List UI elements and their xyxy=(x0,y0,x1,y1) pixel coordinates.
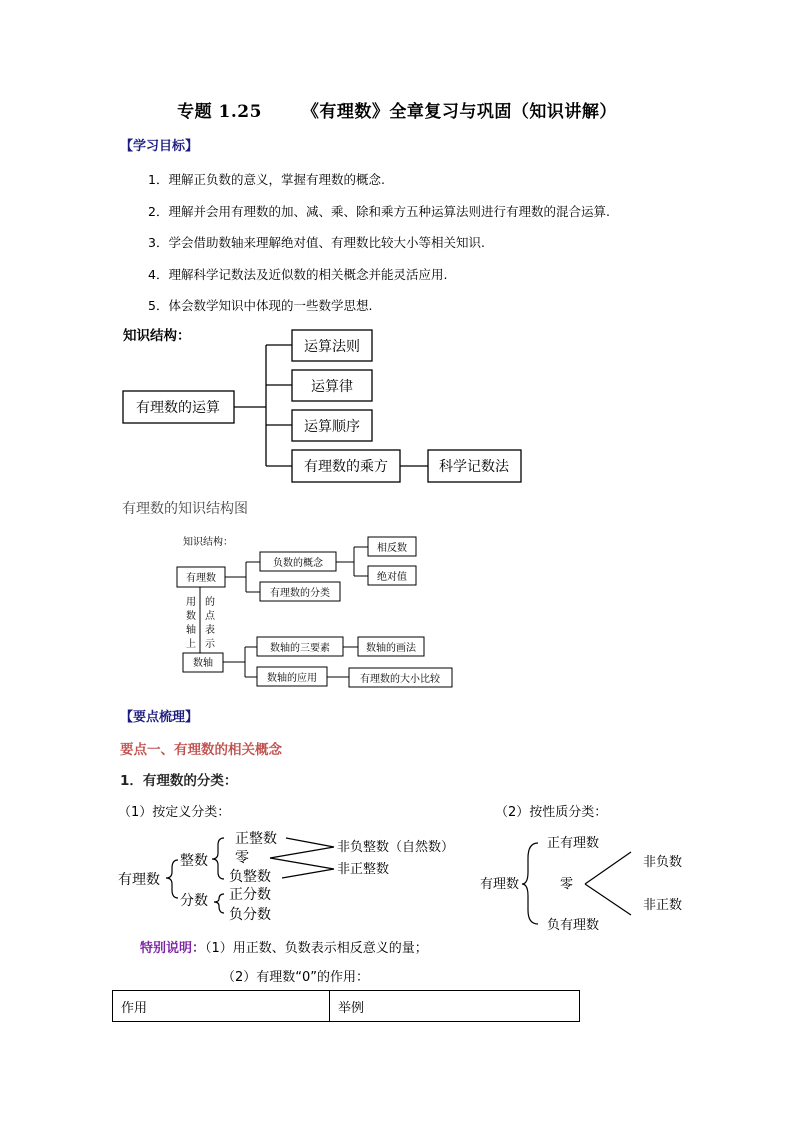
prop-label: （2）按性质分类： xyxy=(495,805,608,820)
def-integer: 整数 xyxy=(180,853,208,869)
diagram2-root1: 有理数 xyxy=(186,573,216,584)
vertical-char: 点 xyxy=(205,611,215,622)
title-prefix: 专题 1.25 xyxy=(177,102,262,122)
table-row xyxy=(113,991,580,1022)
def-pos-frac: 正分数 xyxy=(229,887,271,903)
goal-item: 5．体会数学知识中体现的一些数学思想. xyxy=(148,298,373,313)
diagram2-heading: 知识结构： xyxy=(183,537,233,548)
points-heading: 【要点梳理】 xyxy=(120,710,199,725)
diagram1-branch: 有理数的乘方 xyxy=(304,459,388,475)
prop-zero: 零 xyxy=(560,877,574,892)
def-neg-int: 负整数 xyxy=(229,869,271,885)
diagram2-branch: 负数的概念 xyxy=(273,558,323,569)
prop-nonneg: 非负数 xyxy=(643,855,683,870)
goal-item: 2．理解并会用有理数的加、减、乘、除和乘方五种运算法则进行有理数的混合运算. xyxy=(148,204,610,219)
brace-root xyxy=(166,860,178,898)
vertical-char: 示 xyxy=(205,639,215,650)
diagram1-branch: 运算律 xyxy=(311,379,353,395)
table-header-role: 作用 xyxy=(113,991,330,1022)
goal-item: 4．理解科学记数法及近似数的相关概念并能灵活应用. xyxy=(148,267,448,282)
def-root: 有理数 xyxy=(118,872,160,888)
def-nonpos: 非正整数 xyxy=(337,862,390,877)
vertical-char: 上 xyxy=(186,639,196,650)
prop-nonpos: 非正数 xyxy=(643,898,683,913)
def-zero: 零 xyxy=(235,850,249,866)
vertical-char: 用 xyxy=(186,597,196,608)
def-neg-frac: 负分数 xyxy=(229,907,271,923)
goal-item: 1．理解正负数的意义，掌握有理数的概念. xyxy=(148,172,385,187)
brace-fraction xyxy=(214,894,224,913)
diagram2-leaf: 绝对值 xyxy=(377,572,407,583)
diagram1-heading: 知识结构： xyxy=(123,328,191,344)
def-pos-int: 正整数 xyxy=(235,831,277,847)
diagram2-leaf: 有理数的大小比较 xyxy=(360,674,440,685)
def-label: （1）按定义分类： xyxy=(118,805,231,820)
diagram2-branch: 有理数的分类 xyxy=(270,588,330,599)
diagram1-branch: 运算法则 xyxy=(304,339,360,355)
brace-property xyxy=(522,843,538,924)
vertical-char: 的 xyxy=(205,597,215,608)
diagram2-branch: 数轴的应用 xyxy=(267,673,317,684)
def-fraction: 分数 xyxy=(180,893,208,909)
diagram2-leaf: 数轴的画法 xyxy=(366,643,416,654)
prop-root: 有理数 xyxy=(480,877,520,892)
sub1-heading: 1．有理数的分类： xyxy=(120,773,238,789)
vertical-char: 表 xyxy=(205,625,215,636)
diagram1-root: 有理数的运算 xyxy=(136,400,220,416)
zero-role-table xyxy=(112,990,580,1022)
vertical-char: 数 xyxy=(186,611,196,622)
diagram1-extra: 科学记数法 xyxy=(439,459,509,475)
special-note1: （1）用正数、负数表示相反意义的量； xyxy=(205,941,428,956)
special-note-line xyxy=(140,937,428,956)
special-note2: （2）有理数“0”的作用： xyxy=(222,970,370,985)
diagram2-caption: 有理数的知识结构图 xyxy=(122,501,248,517)
title-main: 《有理数》全章复习与巩固（知识讲解） xyxy=(301,102,617,122)
def-nonneg: 非负整数（自然数） xyxy=(337,840,455,855)
goal-item: 3．学会借助数轴来理解绝对值、有理数比较大小等相关知识. xyxy=(148,235,485,250)
brace-integer xyxy=(212,838,224,879)
property-classification xyxy=(522,843,631,924)
prop-pos: 正有理数 xyxy=(547,836,600,851)
table-header-example: 举例 xyxy=(330,991,580,1022)
diagram2-leaf: 相反数 xyxy=(377,543,407,554)
diagram2-root2: 数轴 xyxy=(193,658,213,669)
diagram1-branch: 运算顺序 xyxy=(304,419,360,435)
special-label: 特别说明： xyxy=(140,941,206,956)
diagram2-branch: 数轴的三要素 xyxy=(270,643,330,654)
prop-neg: 负有理数 xyxy=(547,918,600,933)
point1-heading: 要点一、有理数的相关概念 xyxy=(120,742,282,758)
goals-heading: 【学习目标】 xyxy=(120,139,199,154)
vertical-char: 轴 xyxy=(186,625,196,636)
